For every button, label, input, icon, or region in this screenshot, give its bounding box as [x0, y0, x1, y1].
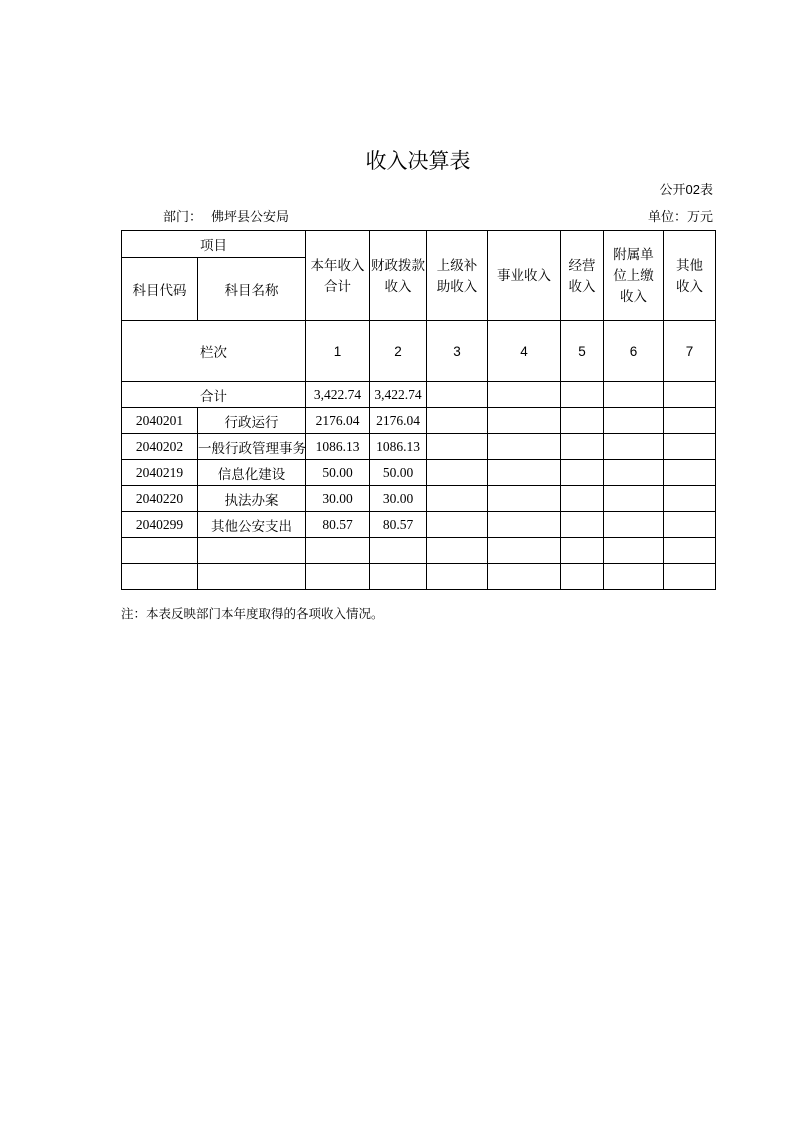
total-income-cell: 50.00 — [306, 460, 370, 486]
fiscal-appropriation-cell: 50.00 — [370, 460, 427, 486]
table-row — [122, 434, 716, 460]
operating-income-cell — [561, 382, 604, 408]
table-row — [122, 408, 716, 434]
column-index: 6 — [604, 321, 664, 382]
empty-cell — [604, 564, 664, 590]
subject-code-header: 科目代码 — [122, 258, 198, 321]
superior-subsidy-cell — [427, 408, 488, 434]
subject-name-cell: 信息化建设 — [198, 460, 306, 486]
empty-cell — [122, 564, 198, 590]
superior-subsidy-cell — [427, 460, 488, 486]
empty-cell — [306, 564, 370, 590]
empty-cell — [604, 538, 664, 564]
column-index-row — [122, 321, 716, 382]
business-income-header — [488, 231, 561, 321]
other-income-header — [664, 231, 716, 321]
header-line: 收入 — [620, 289, 647, 304]
business-income-cell — [488, 486, 561, 512]
table-row — [122, 512, 716, 538]
table-note: 注：本表反映部门本年度取得的各项收入情况。 — [121, 607, 384, 621]
empty-cell — [370, 538, 427, 564]
business-income-cell — [488, 434, 561, 460]
table-row — [122, 460, 716, 486]
empty-cell — [198, 564, 306, 590]
form-code: 公开02表 — [659, 182, 713, 197]
header-line: 收入 — [384, 278, 412, 294]
empty-cell — [664, 538, 716, 564]
other-income-cell — [664, 512, 716, 538]
subject-name-cell: 执法办案 — [198, 486, 306, 512]
column-index: 4 — [488, 321, 561, 382]
total-income-cell: 2176.04 — [306, 408, 370, 434]
other-income-cell — [664, 486, 716, 512]
header-row-1 — [122, 231, 716, 258]
column-index: 5 — [561, 321, 604, 382]
affiliated-remittance-cell — [604, 460, 664, 486]
subject-code-cell: 2040219 — [122, 460, 198, 486]
empty-cell — [488, 538, 561, 564]
empty-cell — [122, 538, 198, 564]
fiscal-appropriation-cell: 3,422.74 — [370, 382, 427, 408]
superior-subsidy-cell — [427, 486, 488, 512]
empty-cell — [488, 564, 561, 590]
total-income-cell: 1086.13 — [306, 434, 370, 460]
subject-code-cell: 2040202 — [122, 434, 198, 460]
operating-income-cell — [561, 434, 604, 460]
empty-cell — [198, 538, 306, 564]
empty-cell — [427, 564, 488, 590]
subject-code-cell: 2040201 — [122, 408, 198, 434]
subject-code-cell: 2040220 — [122, 486, 198, 512]
fiscal-appropriation-cell: 30.00 — [370, 486, 427, 512]
operating-income-header — [561, 231, 604, 321]
total-income-cell: 3,422.74 — [306, 382, 370, 408]
subject-name-header: 科目名称 — [198, 258, 306, 321]
empty-row — [122, 538, 716, 564]
other-income-cell — [664, 382, 716, 408]
column-index: 3 — [427, 321, 488, 382]
header-line: 事业收入 — [497, 268, 551, 283]
unit-label: 单位：万元 — [647, 209, 713, 224]
total-row — [122, 382, 716, 408]
header-line: 助收入 — [436, 278, 478, 294]
affiliated-remittance-cell — [604, 382, 664, 408]
operating-income-cell — [561, 486, 604, 512]
total-income-cell: 80.57 — [306, 512, 370, 538]
empty-cell — [561, 538, 604, 564]
header-line: 位上缴 — [613, 268, 654, 283]
header-line: 其他 — [676, 257, 703, 273]
fiscal-appropriation-cell: 1086.13 — [370, 434, 427, 460]
subject-name-cell: 一般行政管理事务 — [198, 434, 306, 460]
empty-cell — [306, 538, 370, 564]
total-label: 合计 — [122, 382, 306, 408]
header-line: 合计 — [324, 278, 351, 294]
header-line: 财政拨款 — [371, 257, 425, 273]
operating-income-cell — [561, 512, 604, 538]
subject-name-cell: 行政运行 — [198, 408, 306, 434]
page-title: 收入决算表 — [365, 150, 471, 173]
column-index: 7 — [664, 321, 716, 382]
empty-row — [122, 564, 716, 590]
fiscal-appropriation-header — [370, 231, 427, 321]
subject-name-cell: 其他公安支出 — [198, 512, 306, 538]
header-line: 本年收入 — [310, 257, 365, 273]
header-line: 上级补 — [436, 257, 478, 273]
department-label: 部门： — [163, 209, 203, 224]
operating-income-cell — [561, 408, 604, 434]
header-line: 经营 — [568, 257, 596, 273]
other-income-cell — [664, 460, 716, 486]
empty-cell — [427, 538, 488, 564]
column-index: 2 — [370, 321, 427, 382]
column-index: 1 — [306, 321, 370, 382]
total-income-cell: 30.00 — [306, 486, 370, 512]
total-income-header — [306, 231, 370, 321]
business-income-cell — [488, 382, 561, 408]
superior-subsidy-cell — [427, 512, 488, 538]
superior-subsidy-header — [427, 231, 488, 321]
other-income-cell — [664, 434, 716, 460]
affiliated-remittance-header — [604, 231, 664, 321]
business-income-cell — [488, 512, 561, 538]
table-row — [122, 486, 716, 512]
empty-cell — [664, 564, 716, 590]
header-line: 附属单 — [613, 247, 654, 262]
other-income-cell — [664, 408, 716, 434]
affiliated-remittance-cell — [604, 434, 664, 460]
operating-income-cell — [561, 460, 604, 486]
affiliated-remittance-cell — [604, 408, 664, 434]
affiliated-remittance-cell — [604, 512, 664, 538]
fiscal-appropriation-cell: 80.57 — [370, 512, 427, 538]
affiliated-remittance-cell — [604, 486, 664, 512]
business-income-cell — [488, 460, 561, 486]
department-line — [163, 209, 289, 225]
fiscal-appropriation-cell: 2176.04 — [370, 408, 427, 434]
business-income-cell — [488, 408, 561, 434]
header-line: 收入 — [568, 278, 596, 294]
superior-subsidy-cell — [427, 382, 488, 408]
subject-code-cell: 2040299 — [122, 512, 198, 538]
superior-subsidy-cell — [427, 434, 488, 460]
empty-cell — [561, 564, 604, 590]
empty-cell — [370, 564, 427, 590]
column-index-label: 栏次 — [122, 321, 306, 382]
income-final-accounts-table — [121, 230, 716, 590]
header-line: 收入 — [676, 278, 703, 294]
project-header: 项目 — [122, 231, 306, 258]
department-name: 佛坪县公安局 — [211, 209, 290, 224]
